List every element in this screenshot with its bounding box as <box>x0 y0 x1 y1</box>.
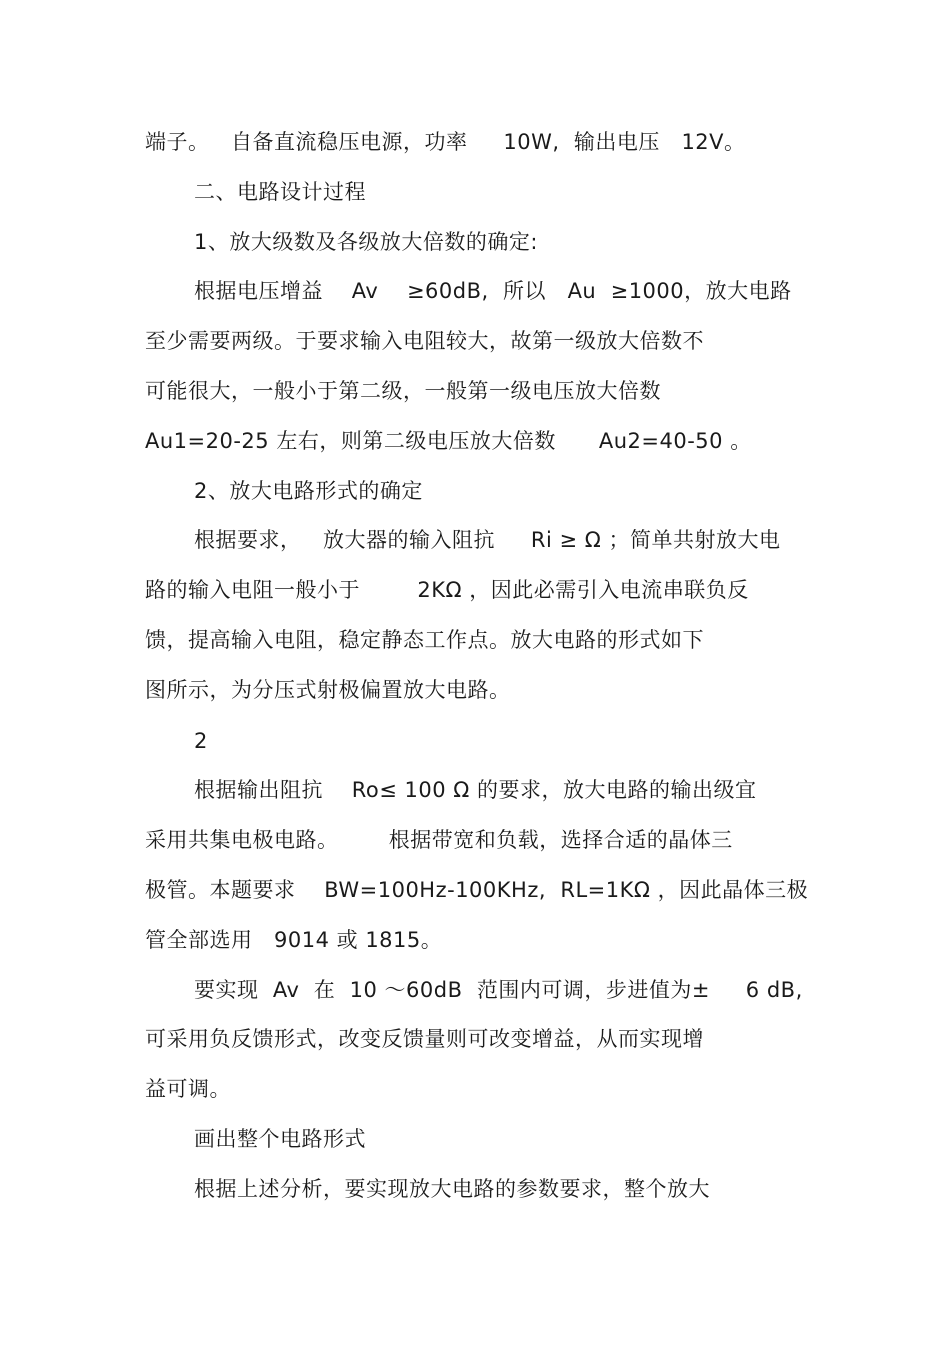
text-line: 端子。 自备直流稳压电源，功率 10W, 输出电压 12V。 <box>145 130 746 154</box>
text-line: 至少需要两级。于要求输入电阻较大，故第一级放大倍数不 <box>145 329 704 353</box>
text-line: 采用共集电极电路。 根据带宽和负载，选择合适的晶体三 <box>145 828 733 852</box>
subsection-heading: 1、放大级数及各级放大倍数的确定: <box>194 230 538 254</box>
text-line: 根据电压增益 Av ≥60dB, 所以 Au ≥1000，放大电路 <box>194 279 792 303</box>
text-line: 图所示，为分压式射极偏置放大电路。 <box>145 678 511 702</box>
text-line: 管全部选用 9014 或 1815。 <box>145 928 443 952</box>
text-line: 根据要求， 放大器的输入阻抗 Ri ≥ Ω ；简单共射放大电 <box>194 528 781 552</box>
text-line: 根据上述分析，要实现放大电路的参数要求，整个放大 <box>194 1177 710 1201</box>
text-line: 根据输出阻抗 Ro≤ 100 Ω 的要求，放大电路的输出级宜 <box>194 778 757 802</box>
text-line: Au1=20-25 左右，则第二级电压放大倍数 Au2=40-50 。 <box>145 429 752 453</box>
text-line: 路的输入电阻一般小于 2KΩ ，因此必需引入电流串联负反 <box>145 578 749 602</box>
subsection-heading: 画出整个电路形式 <box>194 1127 366 1151</box>
section-heading: 二、电路设计过程 <box>194 180 366 204</box>
text-line: 可能很大，一般小于第二级，一般第一级电压放大倍数 <box>145 379 661 403</box>
text-line: 要实现 Av 在 10 ～60dB 范围内可调，步进值为± 6 dB, <box>194 978 803 1002</box>
text-line: 可采用负反馈形式，改变反馈量则可改变增益，从而实现增 <box>145 1027 704 1051</box>
figure-number: 2 <box>194 729 208 753</box>
subsection-heading: 2、放大电路形式的确定 <box>194 479 423 503</box>
text-line: 益可调。 <box>145 1077 231 1101</box>
text-line: 极管。本题要求 BW=100Hz-100KHz, RL=1KΩ ，因此晶体三极 <box>145 878 809 902</box>
text-line: 馈，提高输入电阻，稳定静态工作点。放大电路的形式如下 <box>145 628 704 652</box>
